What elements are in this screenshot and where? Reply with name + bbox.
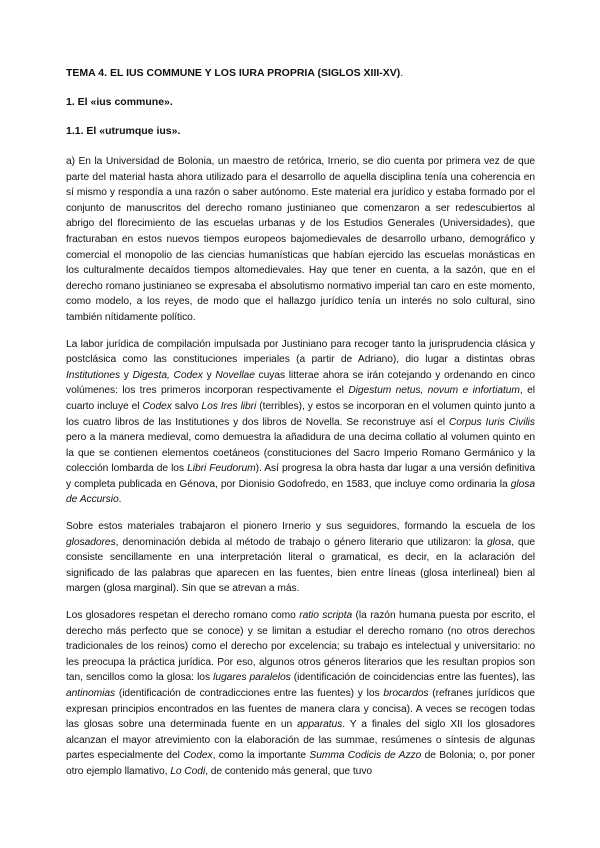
italic-term: Summa Codicis de Azzo [309,750,422,762]
text-run: (la razón humana puesta por escrito, el derecho más perfecto que se conoce) y se limitan a estudiar el derecho romano (no otros derechos tradicionales de los reinos) como el derecho por excelencia; su trabajo es intelectual y universitario: no les preocupa la práctica jurídica. Por eso, algunos otros géneros literarios que les resultan propios son tan, sencillos como la glosa: los [66,610,535,684]
italic-term: glosadores [66,536,116,548]
italic-term: Lo Codi [170,765,206,777]
italic-term: Novellae [215,369,255,381]
text-run: . Y a finales del siglo XII los glosadores alcanzan el mayor atrevimiento con la elaboración de las summae, resúmenes o síntesis de algunas partes especialmente del [66,719,535,762]
italic-term: Corpus Iuris Civilis [448,416,535,428]
text-run: , el cuarto incluye el [66,385,535,412]
text-run: (identificación de coincidencias entre las fuentes), las [290,672,535,684]
text-run: La labor jurídica de compilación impulsada por Justiniano para recoger tanto la jurisprudencia clásica y postclásica como las constituciones imperiales (a partir de Adriano), dio lugar a distintas obras [66,338,535,366]
italic-term: ratio scripta [299,610,353,622]
text-run: (identificación de contradicciones entre las fuentes) y los [115,688,384,699]
document-page [66,66,535,791]
text-run: , denominación debida al método de trabajo o género literario que utilizaron: la [115,536,487,548]
text-run: , como la importante [212,750,310,762]
text-run: . [118,494,122,506]
text-run: Los glosadores respetan el derecho romano como [66,610,300,622]
italic-term: brocardos [383,688,429,699]
document-title [66,66,535,80]
italic-term: antinomias [66,688,116,699]
paragraph-1 [66,154,535,326]
paragraph-4 [66,608,535,780]
text-run: (refranes jurídicos que expresan principios encontrados en las fuentes de manera clara y concisa). A veces se recogen todas las glosas sobre una determinada fuente en un [66,688,535,731]
text-run: Sobre estos materiales trabajaron el pionero Irnerio y sus seguidores, formando la escuela de los [66,521,535,533]
text-run: ). Así progresa la obra hasta dar lugar a una versión definitiva y completa publicada en Génova, por Dionisio Godofredo, en 1583, que incluye como ordinaria la [66,463,536,490]
title-text: TEMA 4. EL IUS COMMUNE Y LOS IURA PROPRIA (SIGLOS XIII-XV) [66,67,401,79]
italic-term: Codex [142,400,172,412]
text-run: salvo [171,400,202,412]
text-run: y [202,369,216,381]
section-heading-1-1: 1.1. El «utrumque ius». [66,125,181,137]
paragraph-1-text: a) En la Universidad de Bolonia, un maestro de retórica, Irnerio, se dio cuenta por primera vez de que parte del material hasta ahora utilizado para el desarrollo de aquella disciplina tenía una coherencia en sí mismo y respondía a una razón o saber autónomo. Este material era jurídico y estaba formado por el conjunto de manuscritos del derecho romano justinianeo que comenzaron a ser redescubiertos al abrigo del florecimiento de las escuelas urbanas y de los Estudios Generales (Universidades), que fracturaban en estos nuevos tiempos europeos bajomedievales de desarrollo urbano, demográfico y comercial el monopolio de las ciencias humanísticas que habían ejercido las escuelas monásticas en los culturalmente decaídos tiempos altomedievales. Hay que tener en cuenta, a la sazón, que en el derecho romano justinianeo se expresaba el absolutismo normativo imperial tan caro en este momento, como modelo, a los reyes, de modo que el hallazgo jurídico tenía un interés no solo cultural, sino también nítidamente político. [66,156,535,323]
italic-term: glosa de Accursio [66,478,535,506]
text-run: , que consiste sencillamente en una interpretación literal o gramatical, es decir, en la aclaración del significado de las palabras que aparecen en las fuentes, bien entre líneas (glosa interlineal) bien al margen (glosa marginal). Sin que se atrevan a más. [66,536,535,595]
section-heading-1: 1. El «ius commune». [66,96,173,108]
italic-term: lugares paralelos [213,672,291,684]
italic-term: Los Ires libri [201,400,257,412]
italic-term: Digesta, Codex [132,369,203,381]
italic-term: Digestum netus, novum e infortiatum [348,385,520,397]
text-run: pero a la manera medieval, como demuestra la añadidura de una decima collatio al volumen quinto en la que se contienen elementos coetáneos (constituciones del Sacro Imperio Romano Germánico y la colección lombarda de los [66,432,535,475]
text-run: cuyas litterae ahora se irán cotejando y ordenando en cinco volúmenes: los tres primeros incorporan respectivamente el [66,369,536,397]
italic-term: glosa [486,536,512,548]
italic-term: Codex [183,750,213,762]
paragraph-2 [66,337,535,509]
paragraph-3 [66,519,535,597]
text-run: , de contenido más general, que tuvo [205,765,373,777]
text-run: y [120,369,133,381]
title-suffix: . [400,67,404,79]
text-run: de Bolonia; o, por poner otro ejemplo llamativo, [66,750,535,777]
italic-term: apparatus [297,719,343,731]
italic-term: Libri Feudorum [187,463,256,475]
italic-term: Institutiones [66,369,121,381]
text-run: (terribles), y estos se incorporan en el volumen quinto junto a los cuatro libros de las Institutiones y dos libros de Novella. Se reconstruye así el [66,400,535,428]
